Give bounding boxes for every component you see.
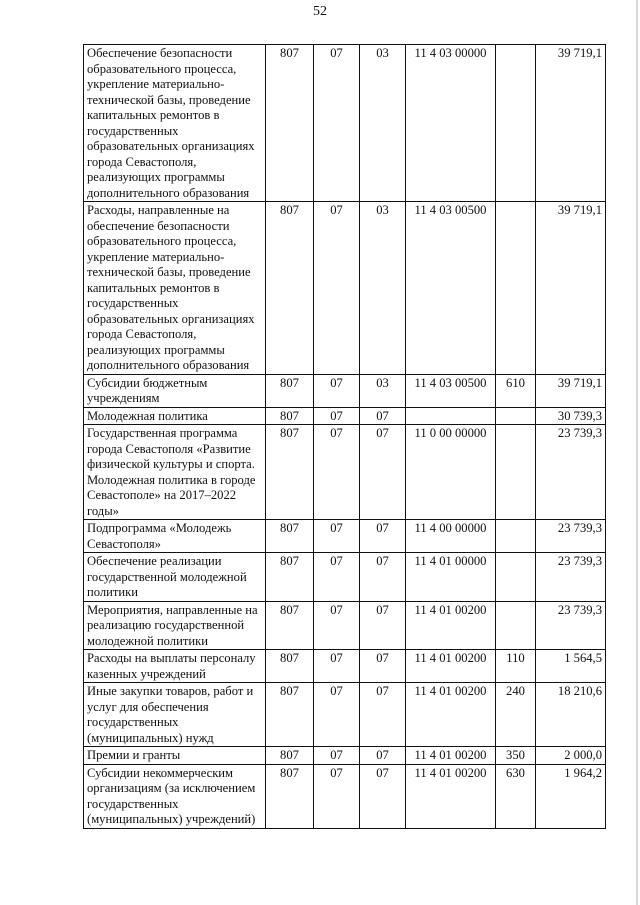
- expense-name-cell: Молодежная политика: [84, 407, 266, 425]
- expense-type-cell: [496, 553, 536, 602]
- expense-type-cell: [496, 202, 536, 375]
- target-article-cell: 11 4 01 00200: [406, 650, 496, 683]
- section-code-cell: 07: [314, 202, 360, 375]
- expense-type-cell: 240: [496, 683, 536, 747]
- subsection-code-cell: 07: [360, 425, 406, 520]
- table-row: [84, 764, 606, 828]
- section-code-cell: 07: [314, 764, 360, 828]
- expense-name-cell: Расходы на выплаты персоналу казенных учреждений: [84, 650, 266, 683]
- target-article-cell: 11 4 03 00500: [406, 374, 496, 407]
- subsection-code-cell: 03: [360, 374, 406, 407]
- subsection-code-cell: 03: [360, 45, 406, 202]
- section-code-cell: 07: [314, 45, 360, 202]
- amount-cell: 30 739,3: [536, 407, 606, 425]
- table-row: [84, 407, 606, 425]
- section-code-cell: 07: [314, 747, 360, 765]
- expense-type-cell: [496, 520, 536, 553]
- target-article-cell: [406, 407, 496, 425]
- ministry-code-cell: 807: [266, 650, 314, 683]
- subsection-code-cell: 07: [360, 683, 406, 747]
- ministry-code-cell: 807: [266, 683, 314, 747]
- expense-type-cell: 610: [496, 374, 536, 407]
- page-number: 52: [313, 4, 327, 19]
- section-code-cell: 07: [314, 601, 360, 650]
- expense-type-cell: [496, 407, 536, 425]
- amount-cell: 18 210,6: [536, 683, 606, 747]
- target-article-cell: 11 4 01 00200: [406, 764, 496, 828]
- subsection-code-cell: 07: [360, 650, 406, 683]
- table-row: [84, 520, 606, 553]
- section-code-cell: 07: [314, 374, 360, 407]
- budget-table-body: [84, 45, 606, 829]
- subsection-code-cell: 07: [360, 553, 406, 602]
- section-code-cell: 07: [314, 425, 360, 520]
- ministry-code-cell: 807: [266, 45, 314, 202]
- expense-type-cell: 110: [496, 650, 536, 683]
- table-row: [84, 553, 606, 602]
- target-article-cell: 11 4 03 00000: [406, 45, 496, 202]
- subsection-code-cell: 03: [360, 202, 406, 375]
- section-code-cell: 07: [314, 553, 360, 602]
- budget-table: [83, 44, 606, 829]
- table-row: [84, 202, 606, 375]
- subsection-code-cell: 07: [360, 407, 406, 425]
- target-article-cell: 11 4 01 00000: [406, 553, 496, 602]
- amount-cell: 39 719,1: [536, 202, 606, 375]
- amount-cell: 39 719,1: [536, 374, 606, 407]
- table-row: [84, 747, 606, 765]
- amount-cell: 23 739,3: [536, 520, 606, 553]
- expense-type-cell: [496, 425, 536, 520]
- expense-type-cell: 630: [496, 764, 536, 828]
- target-article-cell: 11 4 00 00000: [406, 520, 496, 553]
- target-article-cell: 11 4 01 00200: [406, 747, 496, 765]
- expense-name-cell: Субсидии некоммерческим организациям (за исключением государственных (муниципальных) учреждений): [84, 764, 266, 828]
- expense-type-cell: [496, 601, 536, 650]
- amount-cell: 1 564,5: [536, 650, 606, 683]
- subsection-code-cell: 07: [360, 520, 406, 553]
- table-row: [84, 650, 606, 683]
- expense-name-cell: Субсидии бюджетным учреждениям: [84, 374, 266, 407]
- section-code-cell: 07: [314, 650, 360, 683]
- table-row: [84, 425, 606, 520]
- section-code-cell: 07: [314, 520, 360, 553]
- subsection-code-cell: 07: [360, 764, 406, 828]
- table-row: [84, 601, 606, 650]
- ministry-code-cell: 807: [266, 747, 314, 765]
- amount-cell: 2 000,0: [536, 747, 606, 765]
- amount-cell: 23 739,3: [536, 553, 606, 602]
- amount-cell: 23 739,3: [536, 425, 606, 520]
- amount-cell: 39 719,1: [536, 45, 606, 202]
- target-article-cell: 11 4 03 00500: [406, 202, 496, 375]
- ministry-code-cell: 807: [266, 520, 314, 553]
- amount-cell: 1 964,2: [536, 764, 606, 828]
- target-article-cell: 11 0 00 00000: [406, 425, 496, 520]
- subsection-code-cell: 07: [360, 747, 406, 765]
- expense-name-cell: Иные закупки товаров, работ и услуг для обеспечения государственных (муниципальных) нужд: [84, 683, 266, 747]
- ministry-code-cell: 807: [266, 407, 314, 425]
- ministry-code-cell: 807: [266, 202, 314, 375]
- ministry-code-cell: 807: [266, 764, 314, 828]
- expense-type-cell: 350: [496, 747, 536, 765]
- scan-edge: [636, 0, 638, 905]
- table-row: [84, 45, 606, 202]
- expense-name-cell: Подпрограмма «Молодежь Севастополя»: [84, 520, 266, 553]
- ministry-code-cell: 807: [266, 601, 314, 650]
- expense-name-cell: Премии и гранты: [84, 747, 266, 765]
- expense-type-cell: [496, 45, 536, 202]
- expense-name-cell: Государственная программа города Севастополя «Развитие физической культуры и спорта. Молодежная политика в городе Севастополе» на 2017–2022 годы»: [84, 425, 266, 520]
- expense-name-cell: Расходы, направленные на обеспечение безопасности образовательного процесса, укрепление материально-технической базы, проведение капитальных ремонтов в государственных образовательных организациях города Севастополя, реализующих программы дополнительного образования: [84, 202, 266, 375]
- expense-name-cell: Обеспечение безопасности образовательного процесса, укрепление материально-технической базы, проведение капитальных ремонтов в государственных образовательных организациях города Севастополя, реализующих программы дополнительного образования: [84, 45, 266, 202]
- target-article-cell: 11 4 01 00200: [406, 683, 496, 747]
- table-row: [84, 374, 606, 407]
- ministry-code-cell: 807: [266, 425, 314, 520]
- section-code-cell: 07: [314, 407, 360, 425]
- amount-cell: 23 739,3: [536, 601, 606, 650]
- expense-name-cell: Мероприятия, направленные на реализацию государственной молодежной политики: [84, 601, 266, 650]
- table-row: [84, 683, 606, 747]
- ministry-code-cell: 807: [266, 553, 314, 602]
- subsection-code-cell: 07: [360, 601, 406, 650]
- target-article-cell: 11 4 01 00200: [406, 601, 496, 650]
- ministry-code-cell: 807: [266, 374, 314, 407]
- section-code-cell: 07: [314, 683, 360, 747]
- expense-name-cell: Обеспечение реализации государственной молодежной политики: [84, 553, 266, 602]
